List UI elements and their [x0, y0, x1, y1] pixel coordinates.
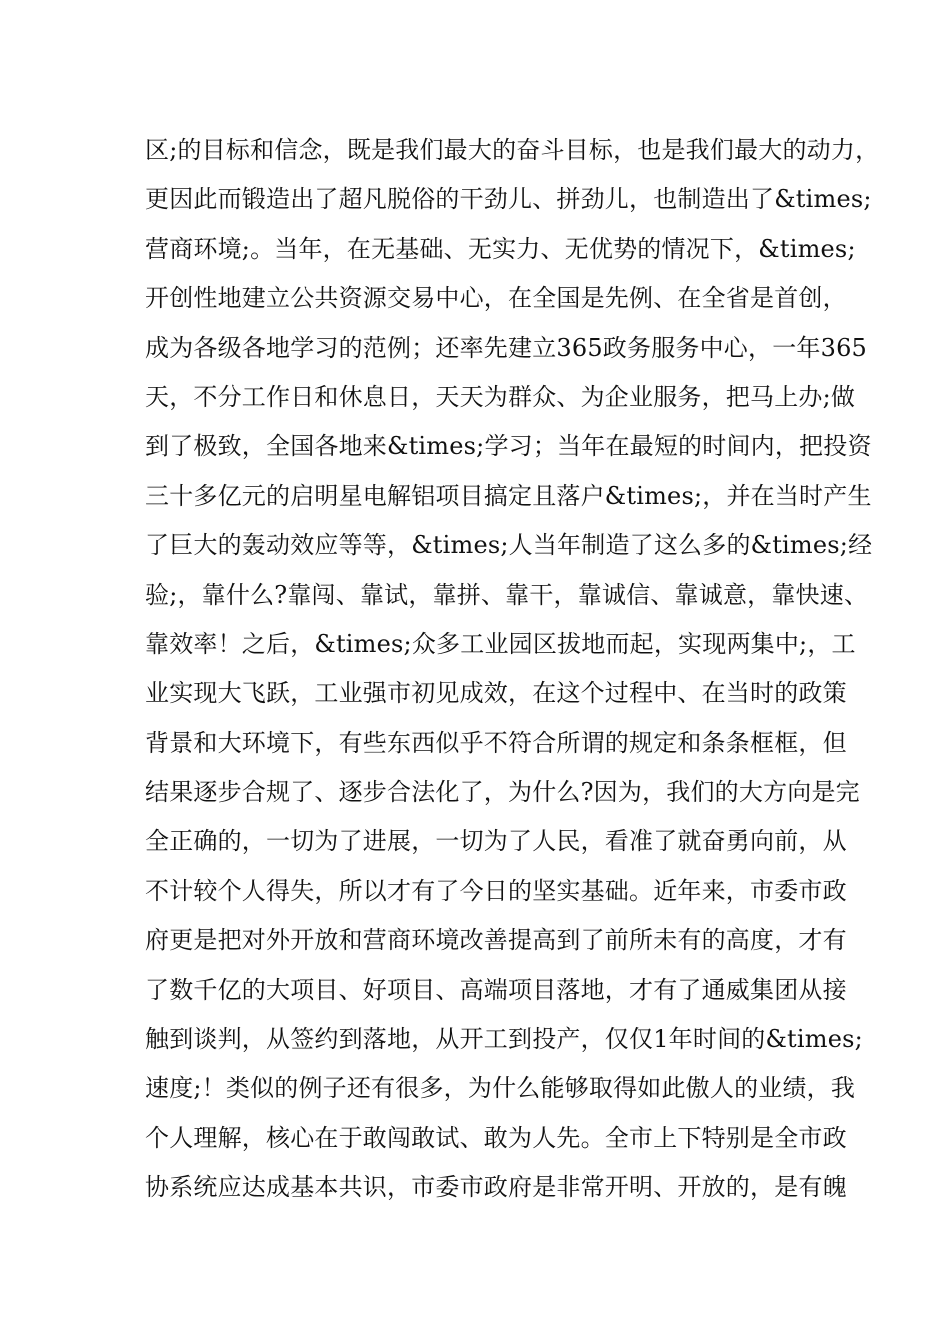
- text-line: 背景和大环境下，有些东西似乎不符合所谓的规定和条条框框，但: [145, 728, 847, 757]
- text-line: 府更是把对外开放和营商环境改善提高到了前所未有的高度，才有: [145, 926, 847, 955]
- body-text: [145, 126, 880, 1213]
- text-line: 三十多亿元的启明星电解铝项目搞定且落户&times;，并在当时产生: [145, 481, 872, 510]
- text-line: 验;，靠什么?靠闯、靠试，靠拼、靠干，靠诚信、靠诚意，靠快速、: [145, 580, 869, 609]
- text-line: 触到谈判，从签约到落地，从开工到投产，仅仅1年时间的&times;: [145, 1025, 863, 1054]
- text-line: 靠效率！之后，&times;众多工业园区拔地而起，实现两集中;，工: [145, 629, 856, 658]
- text-line: 个人理解，核心在于敢闯敢试、敢为人先。全市上下特别是全市政: [145, 1123, 847, 1152]
- text-line: 区;的目标和信念，既是我们最大的奋斗目标，也是我们最大的动力，: [145, 136, 880, 164]
- text-line: 到了极致，全国各地来&times;学习；当年在最短的时间内，把投资: [145, 432, 872, 461]
- text-line: 业实现大飞跃，工业强市初见成效，在这个过程中、在当时的政策: [145, 679, 847, 708]
- text-line: 速度;！类似的例子还有很多，为什么能够取得如此傲人的业绩，我: [145, 1074, 856, 1103]
- text-line: 天，不分工作日和休息日，天天为群众、为企业服务，把马上办;做: [145, 382, 856, 411]
- text-line: 全正确的，一切为了进展，一切为了人民，看准了就奋勇向前，从: [145, 827, 847, 856]
- text-line: 成为各级各地学习的范例；还率先建立365政务服务中心，一年365: [145, 333, 868, 362]
- text-line: 了数千亿的大项目、好项目、高端项目落地，才有了通威集团从接: [145, 975, 847, 1004]
- text-line: 了巨大的轰动效应等等，&times;人当年制造了这么多的&times;经: [145, 531, 873, 560]
- text-line: 开创性地建立公共资源交易中心，在全国是先例、在全省是首创，: [145, 284, 847, 313]
- text-line: 结果逐步合规了、逐步合法化了，为什么?因为，我们的大方向是完: [145, 778, 860, 807]
- text-line: 协系统应达成基本共识，市委市政府是非常开明、开放的，是有魄: [145, 1173, 847, 1202]
- text-line: 不计较个人得失，所以才有了今日的坚实基础。近年来，市委市政: [145, 876, 847, 905]
- text-line: 营商环境;。当年，在无基础、无实力、无优势的情况下，&times;: [145, 234, 856, 263]
- text-line: 更因此而锻造出了超凡脱俗的干劲儿、拼劲儿，也制造出了&times;: [145, 185, 872, 214]
